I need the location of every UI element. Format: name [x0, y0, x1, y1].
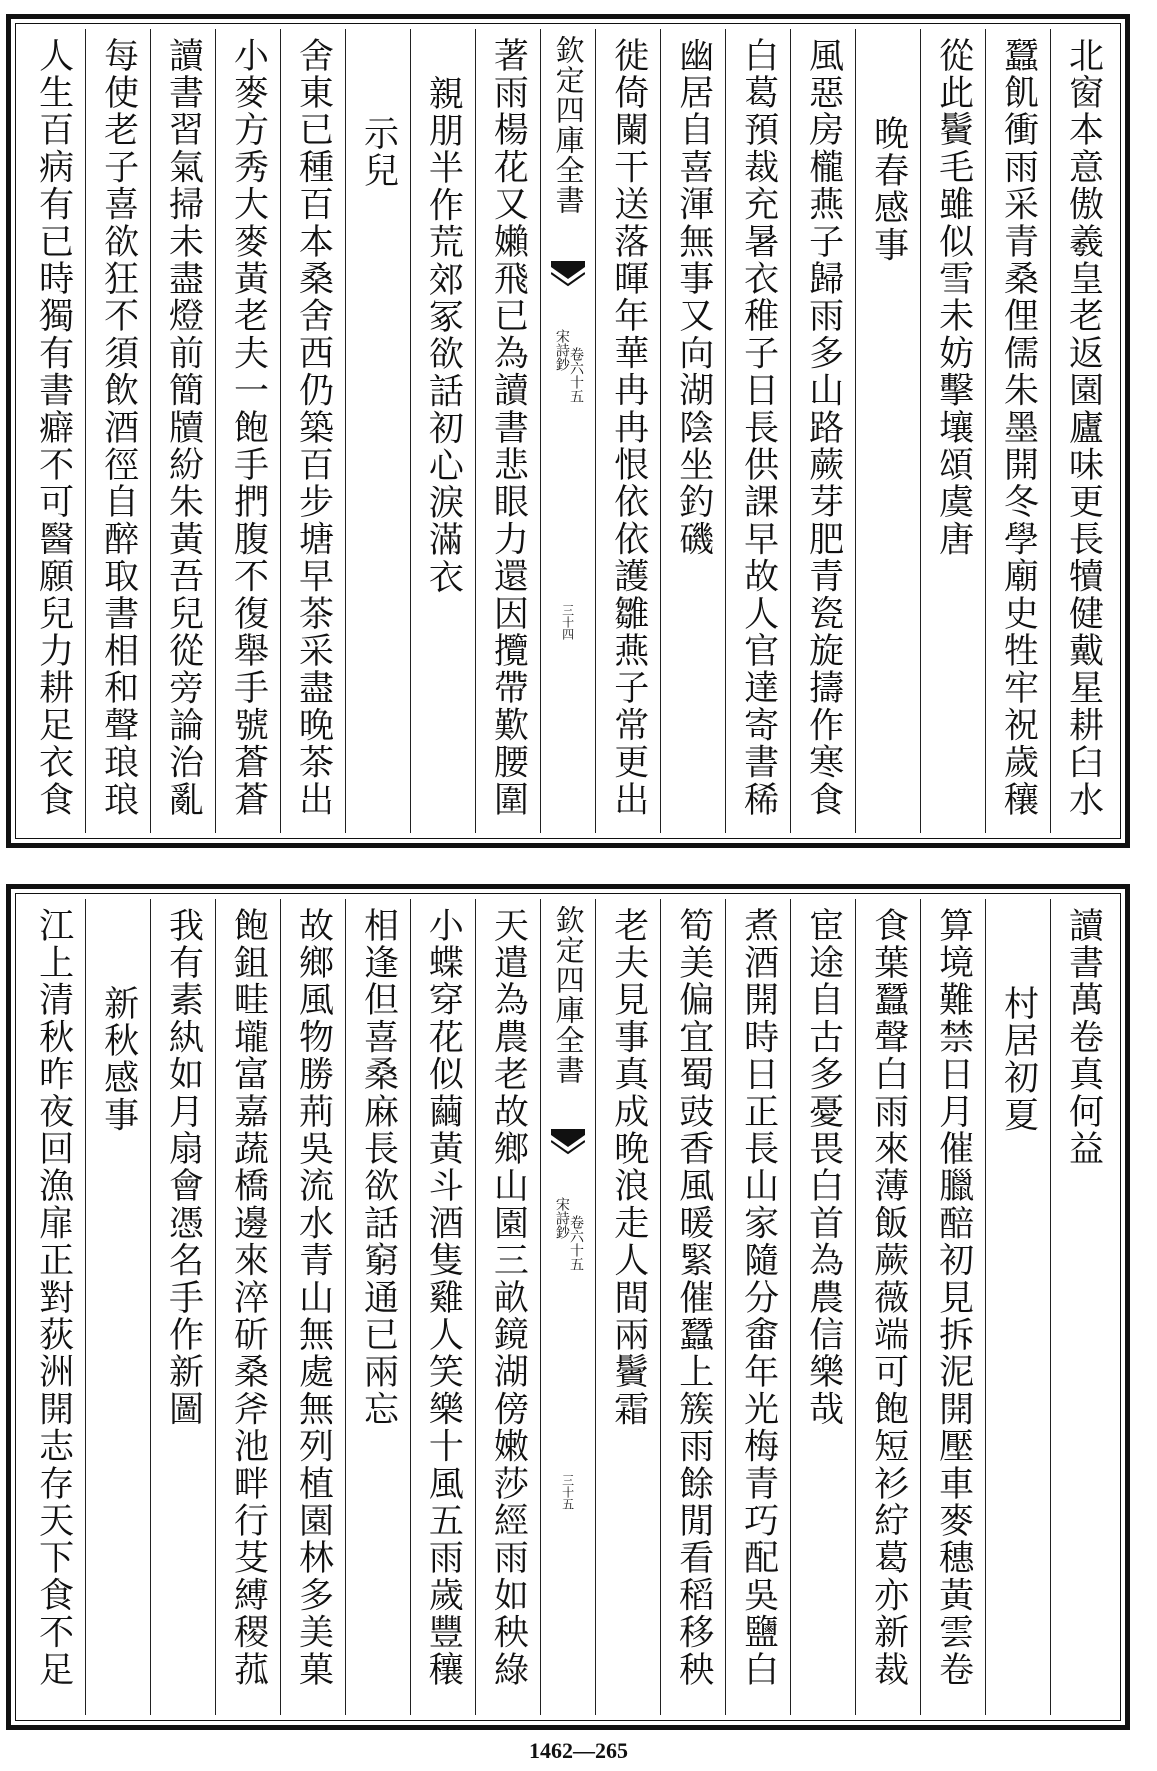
- column-text: 蠶飢衝雨采青桑俚儒朱墨開冬學廟史牲牢祝歲穰: [998, 37, 1039, 819]
- column-text: 徙倚闌干送落暉年華冉冉恨依依護雛燕子常更出: [608, 37, 649, 819]
- column-text: 讀書習氣掃未盡燈前簡牘紛朱黃吾兒從旁論治亂: [163, 37, 204, 819]
- column-text: 天遣為農老故鄉山園三畝鏡湖傍嫩莎經雨如秧綠: [488, 907, 529, 1689]
- text-column: [85, 29, 150, 833]
- text-column: [345, 899, 410, 1715]
- column-text: 著雨楊花又嬾飛已為讀書悲眼力還因攬帶歎腰圍: [488, 37, 529, 819]
- poem-title: 新秋感事: [98, 985, 139, 1134]
- column-text: 人生百病有已時獨有書癖不可醫願兒力耕足衣食: [33, 37, 74, 819]
- text-column: [985, 29, 1050, 833]
- text-column: [280, 29, 345, 833]
- poem-title: 村居初夏: [998, 985, 1039, 1134]
- center-collection-name: 宋詩鈔: [553, 1197, 570, 1239]
- poem-title-column: [855, 29, 920, 833]
- column-text: 老夫見事真成晚浪走人間兩鬢霜: [608, 907, 649, 1428]
- center-fold-column: [540, 29, 595, 833]
- column-text: 食葉蠶聲白雨來薄飯蕨薇端可飽短衫紵葛亦新裁: [868, 907, 909, 1689]
- column-text: 筍美偏宜蜀豉香風暖緊催蠶上簇雨餘閒看稻移秧: [673, 907, 714, 1689]
- page-top-columns: [21, 29, 1115, 833]
- column-text: 讀書萬卷真何益: [1063, 907, 1104, 1168]
- column-text: 風惡房櫳燕子歸雨多山路蕨芽肥青瓷旋擣作寒食: [803, 37, 844, 819]
- page-bottom: [6, 884, 1130, 1730]
- text-column: [920, 29, 985, 833]
- column-text: 從此鬢毛雖似雪未妨擊壤頌虞唐: [933, 37, 974, 558]
- text-column: [660, 29, 725, 833]
- center-volume: 卷六十五: [568, 347, 585, 403]
- poem-title: 晚春感事: [868, 115, 909, 264]
- text-column: [215, 899, 280, 1715]
- column-text: 親朋半作荒郊冢欲話初心淚滿衣: [423, 75, 464, 596]
- poem-title-column: [85, 899, 150, 1715]
- column-text: 幽居自喜渾無事又向湖陰坐釣磯: [673, 37, 714, 558]
- fish-tail-mark-icon: [551, 261, 585, 295]
- column-text: 我有素紈如月扇會憑名手作新圖: [163, 907, 204, 1428]
- poem-title-column: [985, 899, 1050, 1715]
- column-text: 宦途自古多憂畏白首為農信樂哉: [803, 907, 844, 1428]
- text-column: [1050, 899, 1115, 1715]
- center-fold-column: [540, 899, 595, 1715]
- center-book-title: 欽定四庫全書: [551, 35, 586, 215]
- column-text: 煮酒開時日正長山家隨分畬年光梅青巧配吳鹽白: [738, 907, 779, 1689]
- page-top: [6, 14, 1130, 848]
- page-bottom-columns: [21, 899, 1115, 1715]
- text-column: [1050, 29, 1115, 833]
- text-column: [410, 29, 475, 833]
- text-column: [595, 29, 660, 833]
- poem-title-column: [345, 29, 410, 833]
- center-page-number: 三十四: [560, 604, 575, 640]
- text-column: [21, 899, 85, 1715]
- center-book-title: 欽定四庫全書: [551, 905, 586, 1085]
- text-column: [150, 29, 215, 833]
- center-volume: 卷六十五: [568, 1215, 585, 1271]
- text-column: [660, 899, 725, 1715]
- footer-page-reference: 1462—265: [529, 1738, 628, 1763]
- column-text: 算境難禁日月催臘醅初見拆泥開壓車麥穗黃雲卷: [933, 907, 974, 1689]
- text-column: [410, 899, 475, 1715]
- text-column: [215, 29, 280, 833]
- fish-tail-mark-icon: [551, 1129, 585, 1163]
- center-page-number: 三十五: [560, 1474, 575, 1510]
- text-column: [790, 29, 855, 833]
- column-text: 白葛預裁充暑衣稚子日長供課早故人官達寄書稀: [738, 37, 779, 819]
- text-column: [790, 899, 855, 1715]
- column-text: 舍東已種百本桑舍西仍築百步塘早茶采盡晚茶出: [293, 37, 334, 819]
- column-text: 江上清秋昨夜回漁扉正對荻洲開志存天下食不足: [33, 907, 74, 1689]
- text-column: [725, 29, 790, 833]
- text-column: [21, 29, 85, 833]
- column-text: 相逢但喜桑麻長欲話窮通已兩忘: [358, 907, 399, 1428]
- column-text: 飽鉏畦壠富嘉蔬橋邊來淬斫桑斧池畔行芟縛稷菰: [228, 907, 269, 1689]
- column-text: 每使老子喜欲狂不須飲酒徑自醉取書相和聲琅琅: [98, 37, 139, 819]
- column-text: 小麥方秀大麥黃老夫一飽手捫腹不復舉手號蒼蒼: [228, 37, 269, 819]
- text-column: [595, 899, 660, 1715]
- center-collection-name: 宋詩鈔: [553, 329, 570, 371]
- text-column: [475, 899, 540, 1715]
- text-column: [855, 899, 920, 1715]
- column-text: 北窗本意傲羲皇老返園廬味更長犢健戴星耕臼水: [1063, 37, 1104, 819]
- text-column: [475, 29, 540, 833]
- text-column: [150, 899, 215, 1715]
- text-column: [725, 899, 790, 1715]
- poem-title: 示兒: [358, 115, 399, 190]
- column-text: 故鄉風物勝荊吳流水青山無處無列植園林多美菓: [293, 907, 334, 1689]
- column-text: 小蝶穿花似繭黃斗酒隻雞人笑樂十風五雨歲豐穰: [423, 907, 464, 1689]
- text-column: [280, 899, 345, 1715]
- text-column: [920, 899, 985, 1715]
